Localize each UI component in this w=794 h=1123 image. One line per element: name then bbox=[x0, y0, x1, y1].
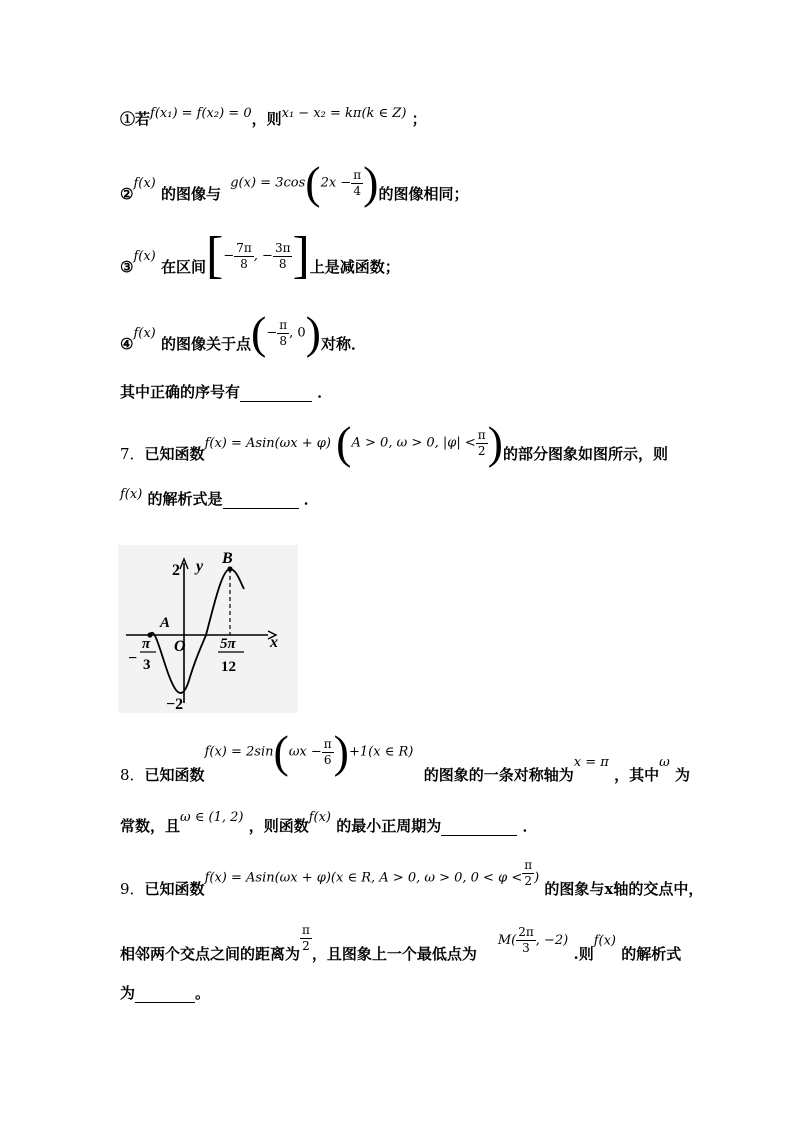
q7-text1: 已知函数 bbox=[144, 445, 205, 463]
q7-condition: A > 0, ω > 0, |φ| < bbox=[351, 435, 476, 451]
q6-item4: ④f(x) 的图像关于点(− $\frac{\pi}{8}$ , 0)对称． bbox=[120, 307, 367, 358]
q9-text3: 相邻两个交点之间的距离为 bbox=[120, 944, 301, 963]
label-b: B bbox=[222, 550, 233, 567]
q7-graph bbox=[118, 545, 298, 713]
item2-g-inner: 2x − bbox=[320, 175, 352, 191]
item2-text2: 的图像相同； bbox=[378, 185, 469, 203]
label-y: y bbox=[196, 558, 204, 575]
label-origin: O bbox=[174, 638, 186, 655]
label-xl-num: π bbox=[142, 636, 151, 652]
item4-text2: 对称． bbox=[321, 335, 367, 353]
item3-f: f(x) bbox=[133, 249, 156, 264]
q8-text1: 已知函数 bbox=[144, 766, 205, 784]
q9-m-den: 3 bbox=[522, 941, 530, 955]
q9-end: 。 bbox=[195, 984, 211, 1002]
label-xl-den: 3 bbox=[143, 657, 151, 673]
item4-eight: 8 bbox=[279, 333, 287, 348]
q9-text1: 已知函数 bbox=[144, 879, 205, 898]
q9-func: f(x) = Asin(ωx + φ)(x ∈ R, A > 0, ω > 0, 0 < φ < bbox=[204, 870, 523, 886]
q9-text6: 的解析式 bbox=[621, 944, 682, 963]
item2-g-expr: g(x) = 3cos(2x − $\frac{\pi}{4}$ ) bbox=[230, 157, 379, 208]
q7-line1: 7．已知函数f(x) = Asin(ωx + φ) (A > 0, ω > 0, |φ| < $\frac{\pi}{2}$ )的部分图象如图所示，则 bbox=[120, 417, 668, 468]
item2-f: f(x) bbox=[133, 176, 156, 191]
q8-text5: 常数，且 bbox=[120, 817, 181, 835]
label-xr-den: 12 bbox=[221, 659, 236, 675]
q8-f: f(x) bbox=[308, 810, 332, 825]
q9-pi: π bbox=[524, 858, 533, 872]
q9-line3 bbox=[120, 982, 210, 1003]
label-y-max: 2 bbox=[172, 562, 180, 579]
label-y-min: −2 bbox=[166, 696, 184, 713]
q8-line1 bbox=[120, 726, 690, 784]
q8-answer-blank[interactable] bbox=[441, 817, 517, 836]
q8-line2 bbox=[120, 805, 538, 835]
item2-pi: π bbox=[353, 167, 362, 182]
item3-num2: 3π bbox=[274, 240, 291, 255]
q8-pi: π bbox=[323, 736, 332, 751]
q8-range: ω ∈ (1, 2) bbox=[180, 810, 244, 825]
q8-rest: +1(x ∈ R) bbox=[349, 744, 414, 760]
q9-number: 9． bbox=[120, 879, 145, 898]
item4-marker: ④ bbox=[120, 335, 134, 353]
q9-two: 2 bbox=[524, 874, 532, 888]
item4-f: f(x) bbox=[133, 326, 156, 341]
item2-g-lhs: g(x) = 3cos bbox=[230, 175, 306, 191]
q8-inner: ωx − bbox=[288, 744, 322, 760]
q7-function: f(x) = Asin(ωx + φ) bbox=[204, 436, 331, 451]
item2-text1: 的图像与 bbox=[160, 185, 221, 203]
q9-answer-blank[interactable] bbox=[135, 984, 195, 1003]
q8-text3: ，其中 bbox=[614, 766, 660, 784]
q6-item2 bbox=[120, 157, 469, 208]
item2-marker: ② bbox=[120, 185, 134, 203]
q7-pi: π bbox=[477, 427, 486, 442]
q8-func: f(x) = 2sin bbox=[204, 744, 274, 760]
q8-function-expr: f(x) = 2sin(ωx − $\frac{\pi}{6}$ )+1(x ∈ R) bbox=[204, 726, 414, 777]
q7-number: 7． bbox=[120, 445, 145, 463]
item4-zero: , 0 bbox=[289, 325, 306, 341]
q8-text6: ，则函数 bbox=[248, 817, 309, 835]
item4-text1: 的图像关于点 bbox=[160, 335, 251, 353]
label-x: x bbox=[270, 634, 278, 651]
item3-marker: ③ bbox=[120, 258, 134, 276]
q8-number: 8． bbox=[120, 766, 145, 784]
q9-dist-two: 2 bbox=[302, 939, 310, 953]
q8-six: 6 bbox=[323, 752, 332, 767]
q7-f: f(x) bbox=[120, 487, 143, 502]
q8-axis: x = π bbox=[573, 755, 609, 770]
item4-pi: π bbox=[279, 317, 288, 332]
q9-m-lhs: M( bbox=[497, 933, 517, 948]
q7-answer-blank[interactable] bbox=[223, 490, 299, 509]
q9-point-m bbox=[498, 925, 568, 956]
item2-four: 4 bbox=[353, 183, 361, 198]
q6-item3: ③f(x) 在区间[− $\frac{7\pi}{8}$ , − $\frac{3\pi}{8}$ ]上是减函数； bbox=[120, 227, 400, 284]
item1-conclusion: x₁ − x₂ = kπ(k ∈ Z) bbox=[281, 106, 407, 121]
item3-num1: 7π bbox=[236, 240, 252, 255]
q9-line1 bbox=[120, 858, 704, 898]
q9-m-rest: , −2) bbox=[535, 933, 569, 948]
item3-text2: 上是减函数； bbox=[309, 258, 400, 276]
point-b bbox=[227, 566, 232, 571]
q8-omega: ω bbox=[659, 755, 670, 770]
q6-end: ． bbox=[317, 383, 333, 401]
label-xr-num: 5π bbox=[220, 636, 236, 652]
item1-then: ，则 bbox=[251, 110, 282, 128]
q9-text5: .则 bbox=[573, 944, 594, 963]
q9-close: ) bbox=[534, 870, 540, 886]
label-a: A bbox=[160, 615, 171, 631]
item1-condition: f(x₁) = f(x₂) = 0 bbox=[150, 106, 252, 121]
q6-item1 bbox=[120, 108, 427, 129]
q7-line2 bbox=[120, 488, 319, 509]
item1-end: ； bbox=[411, 110, 427, 128]
q8-text7: 的最小正周期为 bbox=[336, 817, 442, 835]
q9-dist-pi: π bbox=[302, 923, 310, 937]
q7-two: 2 bbox=[477, 443, 486, 458]
item3-den2: 8 bbox=[278, 256, 287, 271]
item1-marker: ①若 bbox=[120, 110, 151, 128]
q7-text2: 的部分图象如图所示，则 bbox=[502, 445, 668, 463]
q7-text3: 的解析式是 bbox=[147, 490, 223, 508]
item3-text1: 在区间 bbox=[160, 258, 206, 276]
q9-f: f(x) bbox=[593, 933, 616, 949]
q9-text2: 的图象与x轴的交点中， bbox=[544, 879, 704, 898]
q9-line2 bbox=[120, 923, 682, 963]
label-xl-sign: − bbox=[128, 650, 138, 667]
q6-question-text: 其中正确的序号有 bbox=[120, 383, 241, 401]
q9-m-num: 2π bbox=[518, 925, 534, 939]
q8-text4: 为 bbox=[674, 766, 690, 784]
q8-end: ． bbox=[522, 817, 538, 835]
q7-end: ． bbox=[303, 490, 319, 508]
item3-den1: 8 bbox=[240, 256, 248, 271]
q6-question bbox=[120, 381, 332, 402]
q9-text4: ，且图象上一个最低点为 bbox=[311, 944, 477, 963]
q6-answer-blank[interactable] bbox=[240, 383, 312, 402]
q8-text2: 的图象的一条对称轴为 bbox=[423, 766, 574, 784]
q9-text7: 为 bbox=[120, 984, 136, 1002]
